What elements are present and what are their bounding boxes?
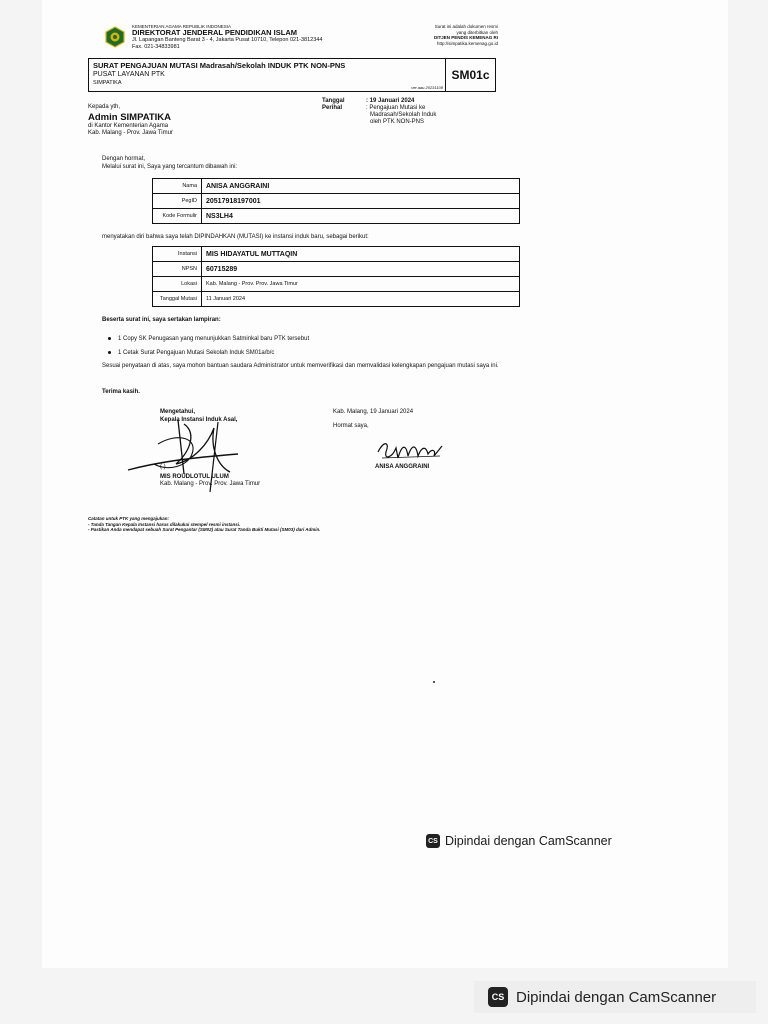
institution-table: [152, 246, 520, 307]
identity-table: [152, 178, 520, 224]
recipient-block: Kepada yth, Admin SIMPATIKA di Kantor Kementerian Agama Kab. Malang - Prov. Jawa Timur: [88, 104, 173, 136]
scan-speck: [433, 681, 435, 683]
greeting: Dengan hormat, Melalui surat ini, Saya yang tercantum dibawah ini:: [102, 156, 238, 170]
system-name: SIMPATIKA: [93, 80, 122, 86]
location-value: Kab. Malang - Prov. Prov. Jawa Timur: [202, 277, 520, 292]
official-url: http://simpatika.kemenag.go.id: [436, 40, 498, 46]
ministry-name: KEMENTERIAN AGAMA REPUBLIK INDONESIA: [132, 24, 232, 29]
npsn-value: 60715289: [202, 262, 520, 277]
signer-name: ANISA ANGGRAINI: [375, 464, 430, 470]
title-box: [88, 58, 496, 92]
attachments-title: Beserta surat ini, saya sertakan lampiran:: [102, 317, 221, 323]
applicant-signature: [376, 438, 446, 464]
official-note: Surat ini adalah dokumen resmi yang diterbitkan oleh DITJEN PENDIS KEMENAG RI http://simpatika.kemenag.go.id: [390, 24, 498, 46]
table-row: Instansi MIS HIDAYATUL MUTTAQIN: [153, 247, 520, 262]
letter-meta: Tanggal : 19 Januari 2024 Perihal : Pengajuan Mutasi ke Madrasah/Sekolah Induk oleh PTK NON-PNS: [322, 98, 437, 125]
table-row: Kode Formulir NS3LH4: [153, 209, 520, 224]
signature-block-left: Mengetahui, Kepala Instansi Induk Asal, ( ) MIS ROUDLOTUL ULUM Kab. Malang - Prov. Prov. Jawa Timur: [88, 409, 288, 489]
date-value: : 19 Januari 2024: [366, 98, 415, 104]
mutation-date-value: 11 Januari 2024: [202, 292, 520, 307]
form-code: SM01c: [445, 59, 495, 91]
form-code-value: NS3LH4: [202, 209, 520, 224]
subject-label: Perihal: [322, 105, 343, 111]
thanks: Terima kasih.: [102, 389, 140, 395]
subject-value: : Pengajuan Mutasi ke: [366, 105, 426, 111]
scanner-footer-label: Dipindai dengan CamScanner: [516, 988, 717, 1006]
fax: Fax. 021-34833981: [132, 43, 180, 50]
table-row: NPSN 60715289: [153, 262, 520, 277]
letterhead: [132, 24, 402, 50]
table-row: PegID 20517918197001: [153, 194, 520, 209]
document-title: SURAT PENGAJUAN MUTASI Madrasah/Sekolah INDUK PTK NON-PNS: [93, 61, 346, 70]
closing-paragraph: Sesuai penyataan di atas, saya mohon bantuan saudara Administrator untuk memverifikasi dan memvalidasi kelengkapan pengajuan mutasi saya ini.: [102, 363, 499, 369]
institution-name: MIS ROUDLOTUL ULUM: [160, 473, 229, 480]
table-row: Nama ANISA ANGGRAINI: [153, 179, 520, 194]
scanner-footer: [474, 981, 756, 1013]
table-row: Tanggal Mutasi 11 Januari 2024: [153, 292, 520, 307]
version-label: ver.aau.20231108: [411, 85, 443, 90]
institution-value: MIS HIDAYATUL MUTTAQIN: [202, 247, 520, 262]
address: Jl. Lapangan Banteng Barat 3 - 4, Jakarta Pusat 10710, Telepon 021-3812344: [132, 37, 323, 43]
ministry-logo: [104, 26, 126, 48]
list-item: 1 Cetak Surat Pengajuan Mutasi Sekolah Induk SM01a/b/c: [108, 346, 309, 360]
pegid-value: 20517918197001: [202, 194, 520, 209]
name-value: ANISA ANGGRAINI: [202, 179, 520, 194]
recipient-name: Admin SIMPATIKA: [88, 111, 172, 123]
principal-signature: [118, 414, 268, 496]
document-subtitle: PUSAT LAYANAN PTK: [93, 71, 165, 78]
footnotes: Catatan untuk PTK yang mengajukan: - Tanda Tangan Kepala Instansi harus dilakukai stempel resmi instansi. - Pastikan Anda mendapat sebuah Surat Pengantar (SM02) atau Surat Tanda Bukti Mutasi (SM03) dari Admin.: [88, 516, 321, 532]
statement: menyatakan diri bahwa saya telah DIPINDAHKAN (MUTASI) ke instansi induk baru, sebagai berikut:: [102, 234, 369, 240]
scanner-label: Dipindai dengan CamScanner: [445, 834, 612, 848]
signature-block-right: Kab. Malang, 19 Januari 2024 Hormat saya, ANISA ANGGRAINI: [333, 409, 493, 472]
camscanner-icon: CS: [426, 834, 440, 848]
directorate-name: DIREKTORAT JENDERAL PENDIDIKAN ISLAM: [132, 28, 298, 37]
sign-date: Kab. Malang, 19 Januari 2024: [333, 409, 414, 415]
camscanner-icon: CS: [488, 987, 508, 1007]
table-row: Lokasi Kab. Malang - Prov. Prov. Jawa Timur: [153, 277, 520, 292]
list-item: 1 Copy SK Penugasan yang menunjukkan Satminkal baru PTK tersebut: [108, 332, 309, 346]
date-label: Tanggal: [322, 98, 345, 104]
attachments-list: [108, 332, 309, 360]
scanner-watermark: [426, 834, 612, 848]
